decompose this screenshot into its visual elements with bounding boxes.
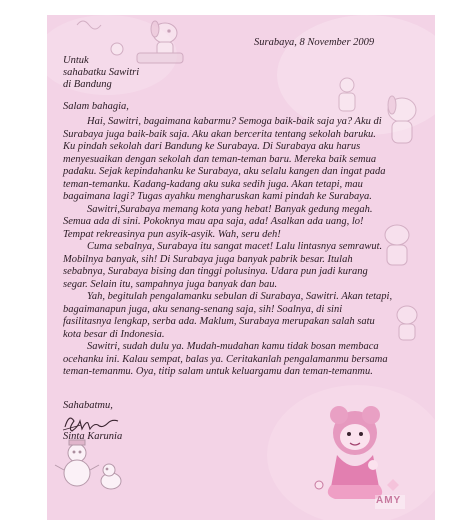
- body-line: fasilitasnya lengkap, serba ada. Maklum, Surabaya merupakan salah satu: [63, 316, 375, 327]
- body-line: Ku pindah sekolah dari Bandung ke Surabaya. Di Surabaya aku harus: [63, 141, 361, 152]
- watermark-text: AMY: [376, 495, 402, 506]
- recipient-line-2: sahabatku Sawitri: [63, 67, 140, 78]
- letter-text: [47, 15, 435, 520]
- body-line: Surabaya juga baik-baik saja. Aku akan bercerita tentang sekolah baruku.: [63, 128, 376, 140]
- body-line: Semua ada di sini. Pokoknya mau apa saja, ada! Asalkan ada uang, lo!: [63, 216, 364, 227]
- body-line: segar. Selain itu, sampahnya juga banyak dan bau.: [63, 278, 278, 290]
- body-line: teman-temanmu. Oya, titip salam untuk keluargamu dan teman-temanmu.: [63, 366, 373, 377]
- body-line: Yah, begitulah pengalamanku sebulan di Surabaya, Sawitri. Akan tetapi,: [87, 291, 393, 302]
- letter-paper: [47, 15, 435, 520]
- body-line: Hai, Sawitri, bagaimana kabarmu? Semoga baik-baik saja ya? Aku di: [87, 116, 382, 127]
- body-line: ocehanku ini. Kalau sempat, balas ya. Ceritakanlah pengalamanmu bersama: [63, 353, 388, 365]
- body-line: padaku. Sejak kepindahanku ke Surabaya, aku selalu kangen dan ingat pada: [63, 166, 386, 177]
- handwritten-signature: [61, 411, 131, 433]
- body-line: kota besar di Indonesia.: [63, 328, 165, 340]
- body-line: sebabnya, Surabaya bising dan tinggi polusinya. Udara pun jadi kurang: [63, 266, 368, 277]
- body-line: bagaimanapun juga, aku senang-senang saja, sih! Soalnya, di sini: [63, 303, 343, 315]
- body-line: menyesuaikan dengan sekolah dan teman-teman baru. Mereka baik semua: [63, 153, 377, 165]
- recipient-line-1: Untuk: [63, 55, 89, 66]
- body-line: Mobilnya banyak, sih! Di Surabaya juga banyak pabrik besar. Itulah: [63, 253, 353, 265]
- letter-date: Surabaya, 8 November 2009: [254, 37, 375, 48]
- body-line: teman-temanku. Kadang-kadang aku suka sedih juga. Akan tetapi, mau: [63, 178, 363, 190]
- body-line: bagaimana lagi? Tugas ayahku mengharuskan kami pindah ke Surabaya.: [63, 191, 372, 202]
- greeting: Salam bahagia,: [63, 101, 129, 112]
- recipient-line-3: di Bandung: [63, 79, 112, 90]
- body-line: Tempat rekreasinya pun asyik-asyik. Wah, seru deh!: [63, 228, 281, 240]
- body-line: Cuma sebalnya, Surabaya itu sangat macet! Lalu lintasnya semrawut.: [87, 241, 383, 252]
- body-line: Sawitri, sudah dulu ya. Mudah-mudahan kamu tidak bosan membaca: [87, 341, 379, 352]
- body-line: Sawitri,Surabaya memang kota yang hebat! Banyak gedung megah.: [87, 203, 373, 215]
- sender-name: Sinta Karunia: [63, 431, 123, 442]
- closing: Sahabatmu,: [63, 400, 113, 411]
